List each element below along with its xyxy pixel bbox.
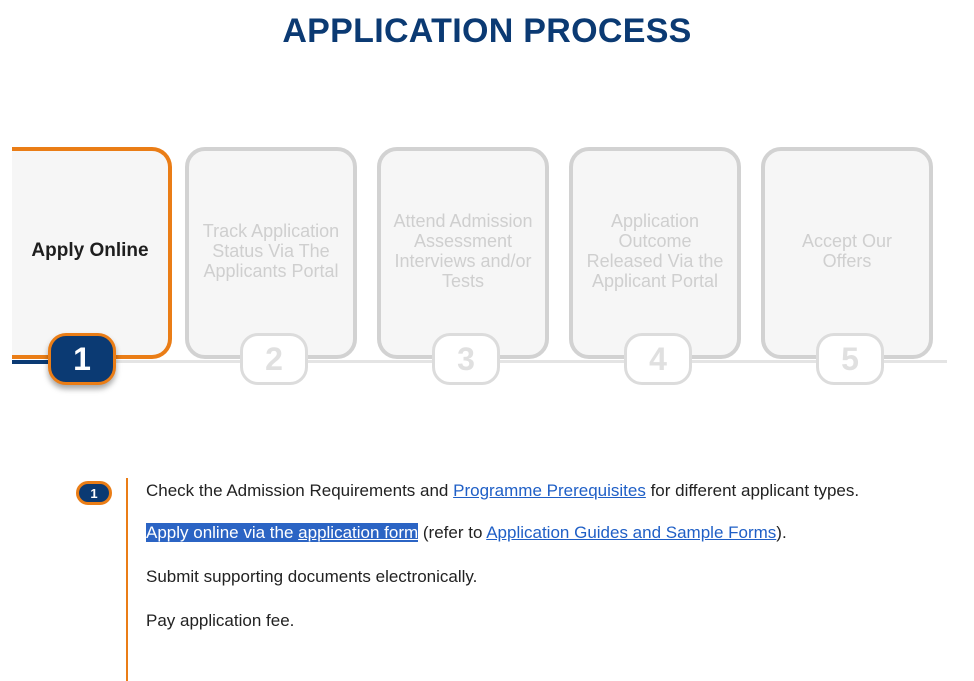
- application-form-link[interactable]: application form: [298, 523, 419, 542]
- step-label: Track Application Status Via The Applicants Portal: [202, 221, 340, 281]
- step-number-badge-1[interactable]: 1: [48, 333, 116, 385]
- text-segment: for different applicant types.: [645, 481, 860, 500]
- programme-prerequisites-link[interactable]: Programme Prerequisites: [453, 481, 646, 500]
- step-number-badge-4[interactable]: 4: [624, 333, 692, 385]
- fee-paragraph: Pay application fee.: [146, 611, 295, 630]
- text-segment: Apply online via the: [146, 523, 299, 542]
- documents-paragraph: Submit supporting documents electronically.: [146, 567, 478, 586]
- step-card-application-outcome[interactable]: [569, 147, 741, 359]
- page-title: APPLICATION PROCESS: [282, 12, 692, 50]
- step-card-track-application[interactable]: [185, 147, 357, 359]
- step-number-badge-3[interactable]: 3: [432, 333, 500, 385]
- detail-step-badge: 1: [76, 481, 112, 505]
- step-label: Accept Our Offers: [801, 231, 893, 271]
- requirements-paragraph: [146, 478, 866, 504]
- step-details: [146, 478, 866, 634]
- step-label: Application Outcome Released Via the Applicant Portal: [586, 211, 724, 291]
- step-card-accept-offers[interactable]: [761, 147, 933, 359]
- text-segment: Check the Admission Requirements and: [146, 481, 454, 500]
- step-label: Apply Online: [31, 240, 149, 261]
- application-guides-link[interactable]: Application Guides and Sample Forms: [486, 523, 777, 542]
- selected-text: [146, 523, 418, 542]
- text-segment: ).: [776, 523, 787, 542]
- text-segment: (refer to: [418, 523, 487, 542]
- step-number-badge-5[interactable]: 5: [816, 333, 884, 385]
- apply-paragraph: [146, 520, 866, 546]
- step-card-apply-online[interactable]: [12, 147, 172, 359]
- step-label: Attend Admission Assessment Interviews and/or Tests: [393, 211, 533, 291]
- step-number-badge-2[interactable]: 2: [240, 333, 308, 385]
- step-card-attend-assessment[interactable]: [377, 147, 549, 359]
- detail-divider: [126, 478, 128, 681]
